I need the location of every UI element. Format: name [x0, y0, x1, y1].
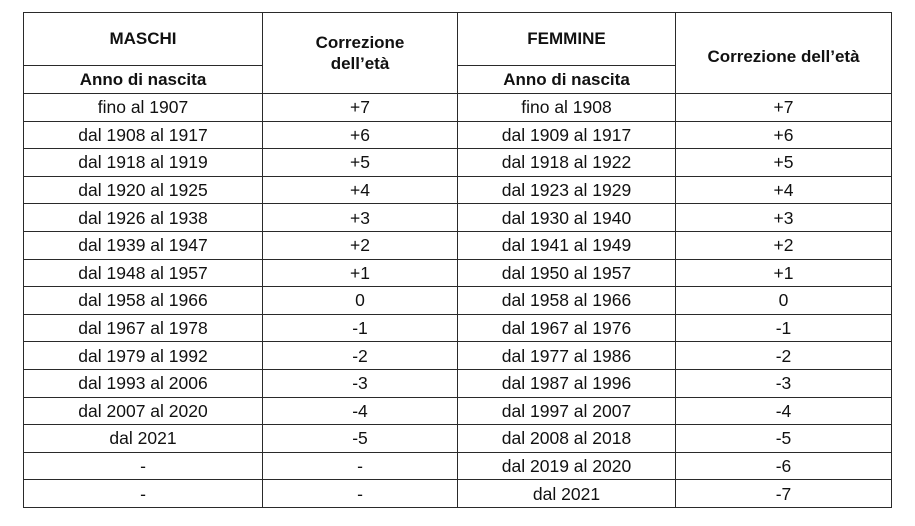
femmine-correzione-cell: -4 [676, 397, 892, 425]
maschi-correzione-cell: +2 [263, 231, 458, 259]
header-correzione-femmine [676, 13, 892, 94]
maschi-anno-cell: dal 1979 al 1992 [24, 342, 263, 370]
femmine-anno-cell: fino al 1908 [458, 94, 676, 122]
femmine-correzione-cell: +2 [676, 231, 892, 259]
maschi-correzione-cell: -3 [263, 369, 458, 397]
femmine-correzione-cell: +3 [676, 204, 892, 232]
femmine-correzione-cell: +5 [676, 149, 892, 177]
femmine-anno-cell: dal 1967 al 1976 [458, 314, 676, 342]
maschi-correzione-cell: +5 [263, 149, 458, 177]
maschi-correzione-cell: -2 [263, 342, 458, 370]
header-correzione-maschi-label: Correzione dell’età [315, 33, 405, 73]
table-row [24, 452, 892, 480]
femmine-correzione-cell: +4 [676, 176, 892, 204]
maschi-correzione-cell: -4 [263, 397, 458, 425]
table-row [24, 480, 892, 508]
femmine-correzione-cell: +7 [676, 94, 892, 122]
maschi-anno-cell: dal 1908 al 1917 [24, 121, 263, 149]
femmine-anno-cell: dal 1950 al 1957 [458, 259, 676, 287]
table-row [24, 204, 892, 232]
femmine-anno-cell: dal 2021 [458, 480, 676, 508]
header-femmine: FEMMINE [458, 13, 676, 66]
table-row [24, 342, 892, 370]
femmine-correzione-cell: -5 [676, 425, 892, 453]
femmine-anno-cell: dal 1977 al 1986 [458, 342, 676, 370]
maschi-correzione-cell: +7 [263, 94, 458, 122]
femmine-correzione-cell: -7 [676, 480, 892, 508]
maschi-anno-cell: dal 1993 al 2006 [24, 369, 263, 397]
header-anno-maschi: Anno di nascita [24, 66, 263, 94]
maschi-anno-cell: dal 1918 al 1919 [24, 149, 263, 177]
header-correzione-femmine-label: Correzione dell’età [707, 46, 860, 66]
age-correction-table [23, 12, 892, 508]
table-row [24, 314, 892, 342]
header-correzione-maschi [263, 13, 458, 94]
femmine-correzione-cell: -2 [676, 342, 892, 370]
maschi-anno-cell: - [24, 452, 263, 480]
header-maschi: MASCHI [24, 13, 263, 66]
maschi-anno-cell: dal 1926 al 1938 [24, 204, 263, 232]
maschi-correzione-cell: +1 [263, 259, 458, 287]
femmine-correzione-cell: -3 [676, 369, 892, 397]
femmine-correzione-cell: +6 [676, 121, 892, 149]
table-row [24, 149, 892, 177]
maschi-correzione-cell: -5 [263, 425, 458, 453]
table-row [24, 121, 892, 149]
femmine-anno-cell: dal 1909 al 1917 [458, 121, 676, 149]
maschi-anno-cell: dal 1958 al 1966 [24, 287, 263, 315]
femmine-anno-cell: dal 1941 al 1949 [458, 231, 676, 259]
femmine-anno-cell: dal 2008 al 2018 [458, 425, 676, 453]
maschi-anno-cell: dal 1920 al 1925 [24, 176, 263, 204]
maschi-anno-cell: dal 2007 al 2020 [24, 397, 263, 425]
table-row [24, 287, 892, 315]
femmine-anno-cell: dal 1930 al 1940 [458, 204, 676, 232]
femmine-anno-cell: dal 1958 al 1966 [458, 287, 676, 315]
table-row [24, 425, 892, 453]
header-anno-femmine: Anno di nascita [458, 66, 676, 94]
maschi-anno-cell: fino al 1907 [24, 94, 263, 122]
maschi-anno-cell: dal 2021 [24, 425, 263, 453]
femmine-correzione-cell: 0 [676, 287, 892, 315]
maschi-correzione-cell: -1 [263, 314, 458, 342]
table-row [24, 176, 892, 204]
femmine-anno-cell: dal 1987 al 1996 [458, 369, 676, 397]
femmine-correzione-cell: -1 [676, 314, 892, 342]
maschi-anno-cell: dal 1967 al 1978 [24, 314, 263, 342]
table-row [24, 259, 892, 287]
table-row [24, 231, 892, 259]
femmine-correzione-cell: +1 [676, 259, 892, 287]
femmine-anno-cell: dal 1997 al 2007 [458, 397, 676, 425]
maschi-correzione-cell: 0 [263, 287, 458, 315]
femmine-anno-cell: dal 2019 al 2020 [458, 452, 676, 480]
table-row [24, 94, 892, 122]
maschi-correzione-cell: +4 [263, 176, 458, 204]
femmine-correzione-cell: -6 [676, 452, 892, 480]
femmine-anno-cell: dal 1923 al 1929 [458, 176, 676, 204]
maschi-anno-cell: dal 1948 al 1957 [24, 259, 263, 287]
maschi-correzione-cell: +6 [263, 121, 458, 149]
table-body [24, 94, 892, 508]
maschi-anno-cell: - [24, 480, 263, 508]
maschi-correzione-cell: +3 [263, 204, 458, 232]
table-row [24, 397, 892, 425]
maschi-correzione-cell: - [263, 480, 458, 508]
table-row [24, 369, 892, 397]
femmine-anno-cell: dal 1918 al 1922 [458, 149, 676, 177]
maschi-correzione-cell: - [263, 452, 458, 480]
maschi-anno-cell: dal 1939 al 1947 [24, 231, 263, 259]
